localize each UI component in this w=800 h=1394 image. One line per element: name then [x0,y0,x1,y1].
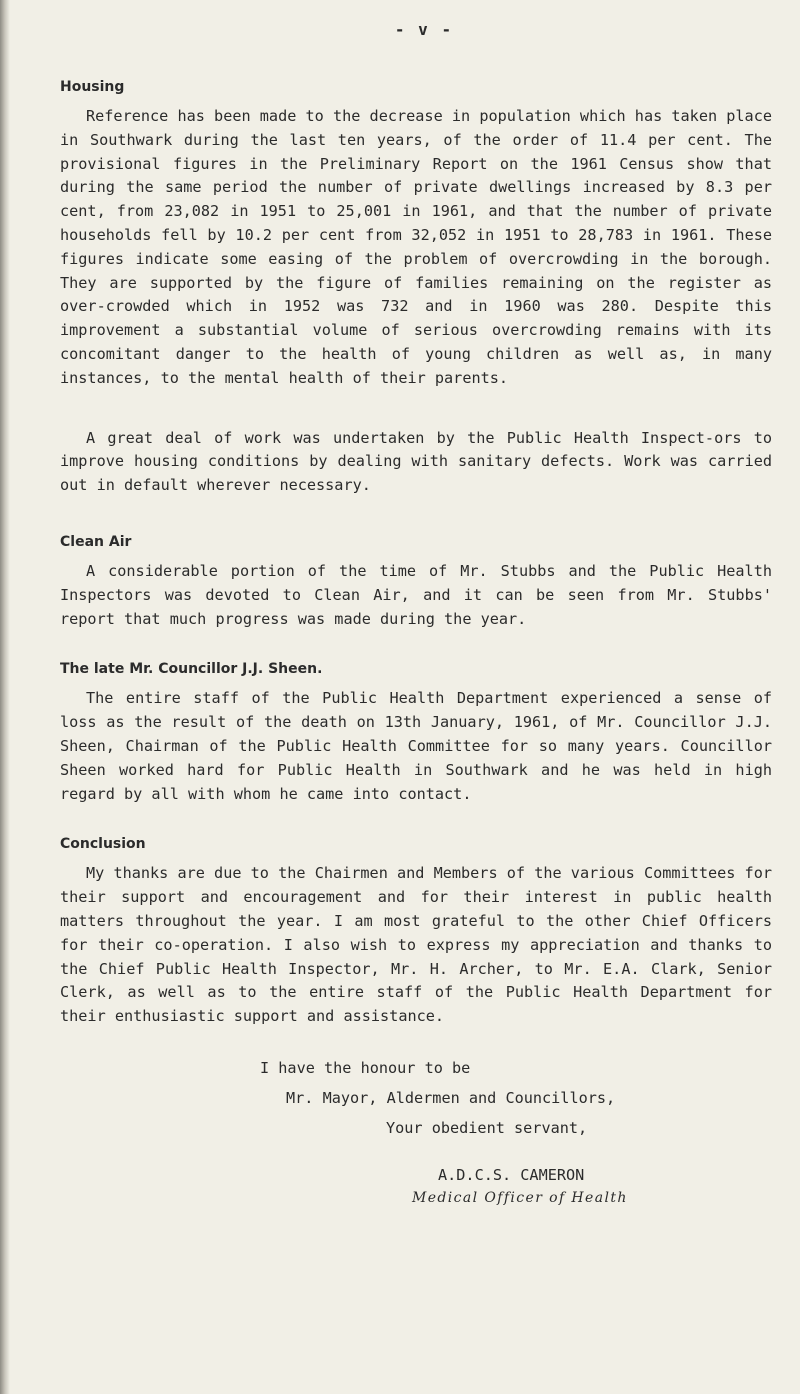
section-heading-sheen: The late Mr. Councillor J.J. Sheen. [60,661,323,678]
closing-line-salutation: Mr. Mayor, Aldermen and Councillors, [286,1088,616,1107]
housing-paragraph-1: Reference has been made to the decrease in population which has taken place in Southwark during the last ten years, of the order of 11.4 per cent. The provisional figures in the Preliminary Report on the 1961 Census show that during the same period the number of private dwellings increased by 8.3 per cent, from 23,082 in 1951 to 25,001 in 1961, and that the number of private households fell by 10.2 per cent from 32,052 in 1951 to 28,783 in 1961. These figures indicate some easing of the problem of overcrowding in the borough. They are supported by the figure of families remaining on the register as over-crowded which in 1952 was 732 and in 1960 was 280. Despite this improvement a substantial volume of serious overcrowding remains with its concomitant danger to the health of young children as well as, in many instances, to the mental health of their parents. [60,107,772,387]
closing-block [60,1053,772,1209]
clean-air-paragraph: A considerable portion of the time of Mr. Stubbs and the Public Health Inspectors was devoted to Clean Air, and it can be seen from Mr. Stubbs' report that much progress was made during the year. [60,561,772,628]
section-heading-housing: Housing [60,79,125,95]
signature-name: A.D.C.S. CAMERON [438,1165,585,1184]
conclusion-paragraph: My thanks are due to the Chairmen and Members of the various Committees for their support and encouragement and for their interest in public health matters throughout the year. I am most grateful to the other Chief Officers for their co-operation. I also wish to express my appreciation and thanks to the Chief Public Health Inspector, Mr. H. Archer, to Mr. E.A. Clark, Senior Clerk, as well as to the entire staff of the Public Health Department for their enthusiastic support and assistance. [60,864,772,1026]
sheen-paragraph: The entire staff of the Public Health Department experienced a sense of loss as the result of the death on 13th January, 1961, of Mr. Councillor J.J. Sheen, Chairman of the Public Health Committee for so many years. Councillor Sheen worked hard for Public Health in Southwark and he was held in high regard by all with whom he came into contact. [60,689,772,803]
closing-line-servant: Your obedient servant, [386,1118,588,1137]
section-heading-conclusion: Conclusion [60,836,146,853]
page-edge-shadow [0,0,10,1394]
document-page [60,20,772,1209]
page-number: - v - [394,20,454,39]
section-heading-clean-air: Clean Air [60,533,132,550]
housing-paragraph-2: A great deal of work was undertaken by the Public Health Inspect-ors to improve housing conditions by dealing with sanitary defects. Work was carried out in default wherever necessary. [60,428,772,495]
signature-title: Medical Officer of Health [412,1189,628,1206]
closing-line-honour: I have the honour to be [260,1058,471,1077]
